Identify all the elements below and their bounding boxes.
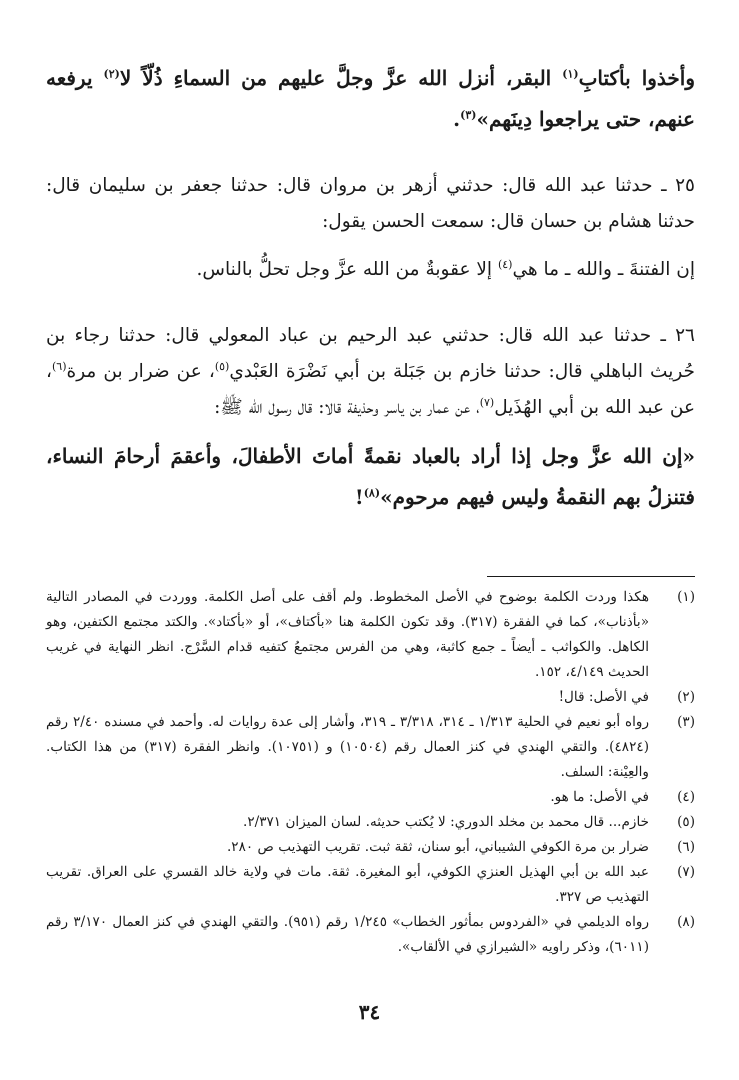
narration-26-chain: ٢٦ ـ حدثنا عبد الله قال: حدثني عبد الرحيم بن عباد المعولي قال: حدثنا رجاء بن حُريث الباهلي قال: حدثنا خازم بن جَبَلة بن أبي نَضْرَة العَبْدي$^{(٥)}$، عن ضرار بن مرة$^{(٦)}$، عن عبد الله بن أبي الهُذَيل$^{(٧)}$، عن عمار بن ياسر وحذيفة قالا: قال رسول الله ﷺ: [46, 325, 695, 418]
footnote-text: في الأصل: قال! [558, 689, 649, 705]
narration-25-chain: ٢٥ ـ حدثنا عبد الله قال: حدثني أزهر بن مروان قال: حدثنا جعفر بن سليمان قال: حدثنا هشام بن حسان قال: سمعت الحسن يقول: [46, 175, 695, 232]
footnote-number: (١) [677, 589, 695, 605]
footnote-ref-1[interactable]: (١) [562, 67, 579, 81]
footnote-number: (٧) [677, 864, 695, 880]
footnote-ref-5[interactable]: (٥) [214, 359, 230, 373]
footnote-ref-7[interactable]: (٧) [479, 395, 495, 409]
footnote-text: هكذا وردت الكلمة بوضوح في الأصل المخطوط. ولم أقف على أصل الكلمة. ووردت في المصادر التالية «بأذناب»، كما في الفقرة (٣١٧). وقد تكون الكلمة هنا «بأكتاف»، أو «بأكتاد». والكتد مجتمع الكتفين، وهو الكاهل. والكواثب ـ أيضاً ـ جمع كاثبة، وهي من الفرس مجتمعُ كتفيه قدام السَّرْج. انظر النهاية في غريب الحديث ٤/١٤٩، ١٥٢. [46, 589, 650, 680]
footnote-number: (٢) [677, 689, 695, 705]
footnote-text: عبد الله بن أبي الهذيل العنزي الكوفي، أبو المغيرة. ثقة. مات في ولاية خالد القسري على العراق. تقريب التهذيب ص ٣٢٧. [46, 864, 649, 905]
footnote-text: في الأصل: ما هو. [550, 789, 649, 805]
page-number: ٣٤ [358, 1000, 381, 1024]
footnote-8 [46, 910, 695, 960]
footnote-ref-4[interactable]: (٤) [497, 257, 513, 271]
footnote-ref-2[interactable]: (٢) [103, 67, 120, 81]
footnote-4 [46, 785, 695, 810]
narration-26-text: «إن الله عزَّ وجل إذا أراد بالعباد نقمةً أماتَ الأطفالَ، وأعقمَ أرحامَ النساء، فتنزلُ بهم النقمةُ وليس فيهم مرحوم»$^{(٨)}$! [46, 444, 695, 509]
footnote-ref-8[interactable]: (٨) [363, 486, 381, 500]
footnote-number: (٤) [677, 789, 695, 805]
footnote-5 [46, 810, 695, 835]
footnote-text: خازم... قال محمد بن مخلد الدوري: لا يُكتب حديثه. لسان الميزان ٢/٣٧١. [243, 814, 649, 830]
hadith-text-continued: وأخذوا بأكتابِ$^{(١)}$ البقر، أنزل الله عزَّ وجلَّ عليهم من السماءِ ذُلّاً لا$^{(٢)}$ يرفعه عنهم، حتى يراجعوا دِينَهم»$^{(٣)}$. [46, 66, 695, 131]
footnote-number: (٨) [677, 914, 695, 930]
footnote-1 [46, 585, 695, 685]
footnote-ref-3[interactable]: (٣) [460, 108, 477, 122]
footnote-number: (٦) [677, 839, 695, 855]
footnote-text: رواه أبو نعيم في الحلية ١/٣١٣ ـ ٣١٤، ٣/٣١٨ ـ ٣١٩، وأشار إلى عدة روايات له. وأحمد في مسنده ٢/٤٠ رقم (٤٨٢٤). والتقي الهندي في كنز العمال رقم (١٠٥٠٤) و (١٠٧٥١). وانظر الفقرة (٣١٧) من هذا الكتاب. والعِيْنة: السلف. [46, 714, 650, 780]
footnotes-section [46, 576, 695, 960]
footnote-6 [46, 835, 695, 860]
footnote-number: (٥) [677, 814, 695, 830]
footnote-7 [46, 860, 695, 910]
narration-25-text: إن الفتنةَ ـ والله ـ ما هي$^{(٤)}$ إلا عقوبةٌ من الله عزَّ وجل تحلُّ بالناس. [196, 257, 695, 280]
footnote-2 [46, 685, 695, 710]
footnote-divider [487, 576, 695, 577]
footnote-3 [46, 710, 695, 785]
footnote-ref-6[interactable]: (٦) [51, 359, 67, 373]
footnote-number: (٣) [677, 714, 695, 730]
footnote-text: رواه الديلمي في «الفردوس بمأثور الخطاب» ١/٢٤٥ رقم (٩٥١). والتقي الهندي في كنز العمال ٣/١٧٠ رقم (٦٠١١)، وذكر راويه «الشيرازي في الألقاب». [46, 914, 650, 955]
footnote-text: ضرار بن مرة الكوفي الشيباني، أبو سنان، ثقة ثبت. تقريب التهذيب ص ٢٨٠. [226, 839, 649, 855]
